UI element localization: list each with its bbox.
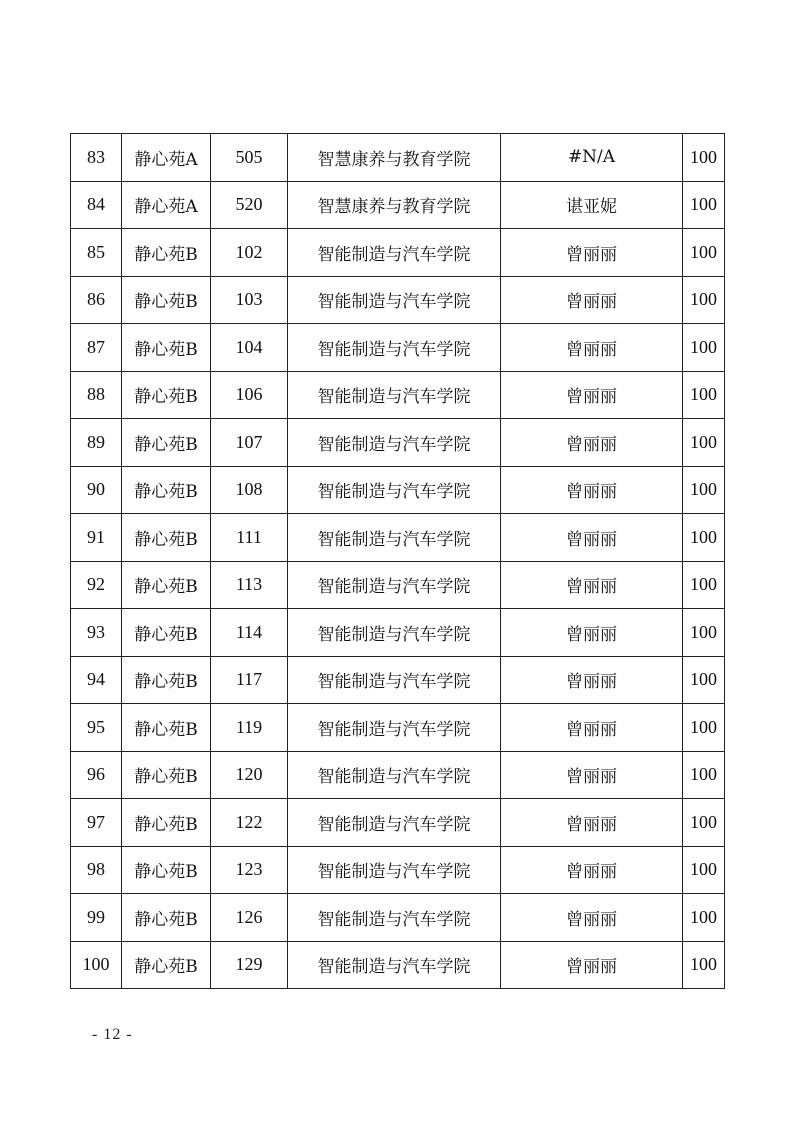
- person-cell: 谌亚妮: [501, 181, 683, 229]
- person-cell: 曾丽丽: [501, 941, 683, 989]
- row-number-cell: 94: [71, 656, 122, 704]
- table-row: [71, 799, 725, 847]
- room-cell: 117: [211, 656, 288, 704]
- room-cell: 104: [211, 324, 288, 372]
- building-cell: 静心苑B: [122, 276, 211, 324]
- room-cell: 111: [211, 514, 288, 562]
- building-cell: 静心苑B: [122, 324, 211, 372]
- person-cell: 曾丽丽: [501, 466, 683, 514]
- dormitory-score-table: [70, 133, 725, 989]
- room-cell: 505: [211, 134, 288, 182]
- building-cell: 静心苑B: [122, 466, 211, 514]
- table-row: [71, 514, 725, 562]
- building-cell: 静心苑B: [122, 656, 211, 704]
- room-cell: 123: [211, 846, 288, 894]
- room-cell: 119: [211, 704, 288, 752]
- building-cell: 静心苑B: [122, 371, 211, 419]
- college-cell: 智慧康养与教育学院: [288, 134, 501, 182]
- college-cell: 智能制造与汽车学院: [288, 466, 501, 514]
- row-number-cell: 97: [71, 799, 122, 847]
- person-cell: 曾丽丽: [501, 894, 683, 942]
- row-number-cell: 99: [71, 894, 122, 942]
- table-row: [71, 181, 725, 229]
- person-cell: #N/A: [501, 134, 683, 182]
- score-cell: 100: [683, 894, 725, 942]
- room-cell: 107: [211, 419, 288, 467]
- room-cell: 120: [211, 751, 288, 799]
- college-cell: 智慧康养与教育学院: [288, 181, 501, 229]
- person-cell: 曾丽丽: [501, 419, 683, 467]
- person-cell: 曾丽丽: [501, 704, 683, 752]
- table-row: [71, 276, 725, 324]
- score-cell: 100: [683, 704, 725, 752]
- table-row: [71, 894, 725, 942]
- room-cell: 106: [211, 371, 288, 419]
- room-cell: 122: [211, 799, 288, 847]
- building-cell: 静心苑B: [122, 704, 211, 752]
- table-row: [71, 609, 725, 657]
- page-number: - 12 -: [92, 1026, 133, 1043]
- score-cell: 100: [683, 799, 725, 847]
- row-number-cell: 98: [71, 846, 122, 894]
- person-cell: 曾丽丽: [501, 656, 683, 704]
- table-row: [71, 846, 725, 894]
- score-cell: 100: [683, 751, 725, 799]
- score-cell: 100: [683, 276, 725, 324]
- college-cell: 智能制造与汽车学院: [288, 846, 501, 894]
- building-cell: 静心苑B: [122, 941, 211, 989]
- room-cell: 126: [211, 894, 288, 942]
- building-cell: 静心苑B: [122, 419, 211, 467]
- table-row: [71, 229, 725, 277]
- table-row: [71, 419, 725, 467]
- row-number-cell: 88: [71, 371, 122, 419]
- room-cell: 114: [211, 609, 288, 657]
- room-cell: 129: [211, 941, 288, 989]
- row-number-cell: 89: [71, 419, 122, 467]
- row-number-cell: 83: [71, 134, 122, 182]
- room-cell: 102: [211, 229, 288, 277]
- person-cell: 曾丽丽: [501, 609, 683, 657]
- room-cell: 103: [211, 276, 288, 324]
- college-cell: 智能制造与汽车学院: [288, 751, 501, 799]
- score-cell: 100: [683, 371, 725, 419]
- building-cell: 静心苑B: [122, 609, 211, 657]
- person-cell: 曾丽丽: [501, 751, 683, 799]
- building-cell: 静心苑B: [122, 846, 211, 894]
- room-cell: 113: [211, 561, 288, 609]
- score-cell: 100: [683, 419, 725, 467]
- person-cell: 曾丽丽: [501, 276, 683, 324]
- room-cell: 108: [211, 466, 288, 514]
- row-number-cell: 96: [71, 751, 122, 799]
- person-cell: 曾丽丽: [501, 846, 683, 894]
- college-cell: 智能制造与汽车学院: [288, 371, 501, 419]
- college-cell: 智能制造与汽车学院: [288, 609, 501, 657]
- row-number-cell: 86: [71, 276, 122, 324]
- row-number-cell: 95: [71, 704, 122, 752]
- person-cell: 曾丽丽: [501, 561, 683, 609]
- score-cell: 100: [683, 846, 725, 894]
- building-cell: 静心苑B: [122, 514, 211, 562]
- person-cell: 曾丽丽: [501, 514, 683, 562]
- score-cell: 100: [683, 514, 725, 562]
- college-cell: 智能制造与汽车学院: [288, 561, 501, 609]
- table-row: [71, 561, 725, 609]
- building-cell: 静心苑B: [122, 799, 211, 847]
- table-row: [71, 324, 725, 372]
- building-cell: 静心苑A: [122, 134, 211, 182]
- person-cell: 曾丽丽: [501, 371, 683, 419]
- building-cell: 静心苑B: [122, 229, 211, 277]
- table-row: [71, 371, 725, 419]
- row-number-cell: 90: [71, 466, 122, 514]
- person-cell: 曾丽丽: [501, 324, 683, 372]
- college-cell: 智能制造与汽车学院: [288, 419, 501, 467]
- table-body: [71, 134, 725, 989]
- table-row: [71, 704, 725, 752]
- row-number-cell: 84: [71, 181, 122, 229]
- college-cell: 智能制造与汽车学院: [288, 704, 501, 752]
- score-cell: 100: [683, 656, 725, 704]
- building-cell: 静心苑B: [122, 561, 211, 609]
- row-number-cell: 85: [71, 229, 122, 277]
- college-cell: 智能制造与汽车学院: [288, 229, 501, 277]
- college-cell: 智能制造与汽车学院: [288, 276, 501, 324]
- person-cell: 曾丽丽: [501, 799, 683, 847]
- row-number-cell: 91: [71, 514, 122, 562]
- score-cell: 100: [683, 134, 725, 182]
- table-row: [71, 751, 725, 799]
- person-cell: 曾丽丽: [501, 229, 683, 277]
- building-cell: 静心苑B: [122, 751, 211, 799]
- college-cell: 智能制造与汽车学院: [288, 514, 501, 562]
- row-number-cell: 100: [71, 941, 122, 989]
- score-cell: 100: [683, 561, 725, 609]
- score-cell: 100: [683, 609, 725, 657]
- room-cell: 520: [211, 181, 288, 229]
- row-number-cell: 93: [71, 609, 122, 657]
- row-number-cell: 92: [71, 561, 122, 609]
- building-cell: 静心苑B: [122, 894, 211, 942]
- college-cell: 智能制造与汽车学院: [288, 894, 501, 942]
- score-cell: 100: [683, 229, 725, 277]
- table-row: [71, 134, 725, 182]
- building-cell: 静心苑A: [122, 181, 211, 229]
- college-cell: 智能制造与汽车学院: [288, 941, 501, 989]
- college-cell: 智能制造与汽车学院: [288, 799, 501, 847]
- score-cell: 100: [683, 181, 725, 229]
- score-cell: 100: [683, 466, 725, 514]
- row-number-cell: 87: [71, 324, 122, 372]
- college-cell: 智能制造与汽车学院: [288, 324, 501, 372]
- college-cell: 智能制造与汽车学院: [288, 656, 501, 704]
- score-cell: 100: [683, 324, 725, 372]
- table-row: [71, 466, 725, 514]
- table-row: [71, 941, 725, 989]
- score-cell: 100: [683, 941, 725, 989]
- table-row: [71, 656, 725, 704]
